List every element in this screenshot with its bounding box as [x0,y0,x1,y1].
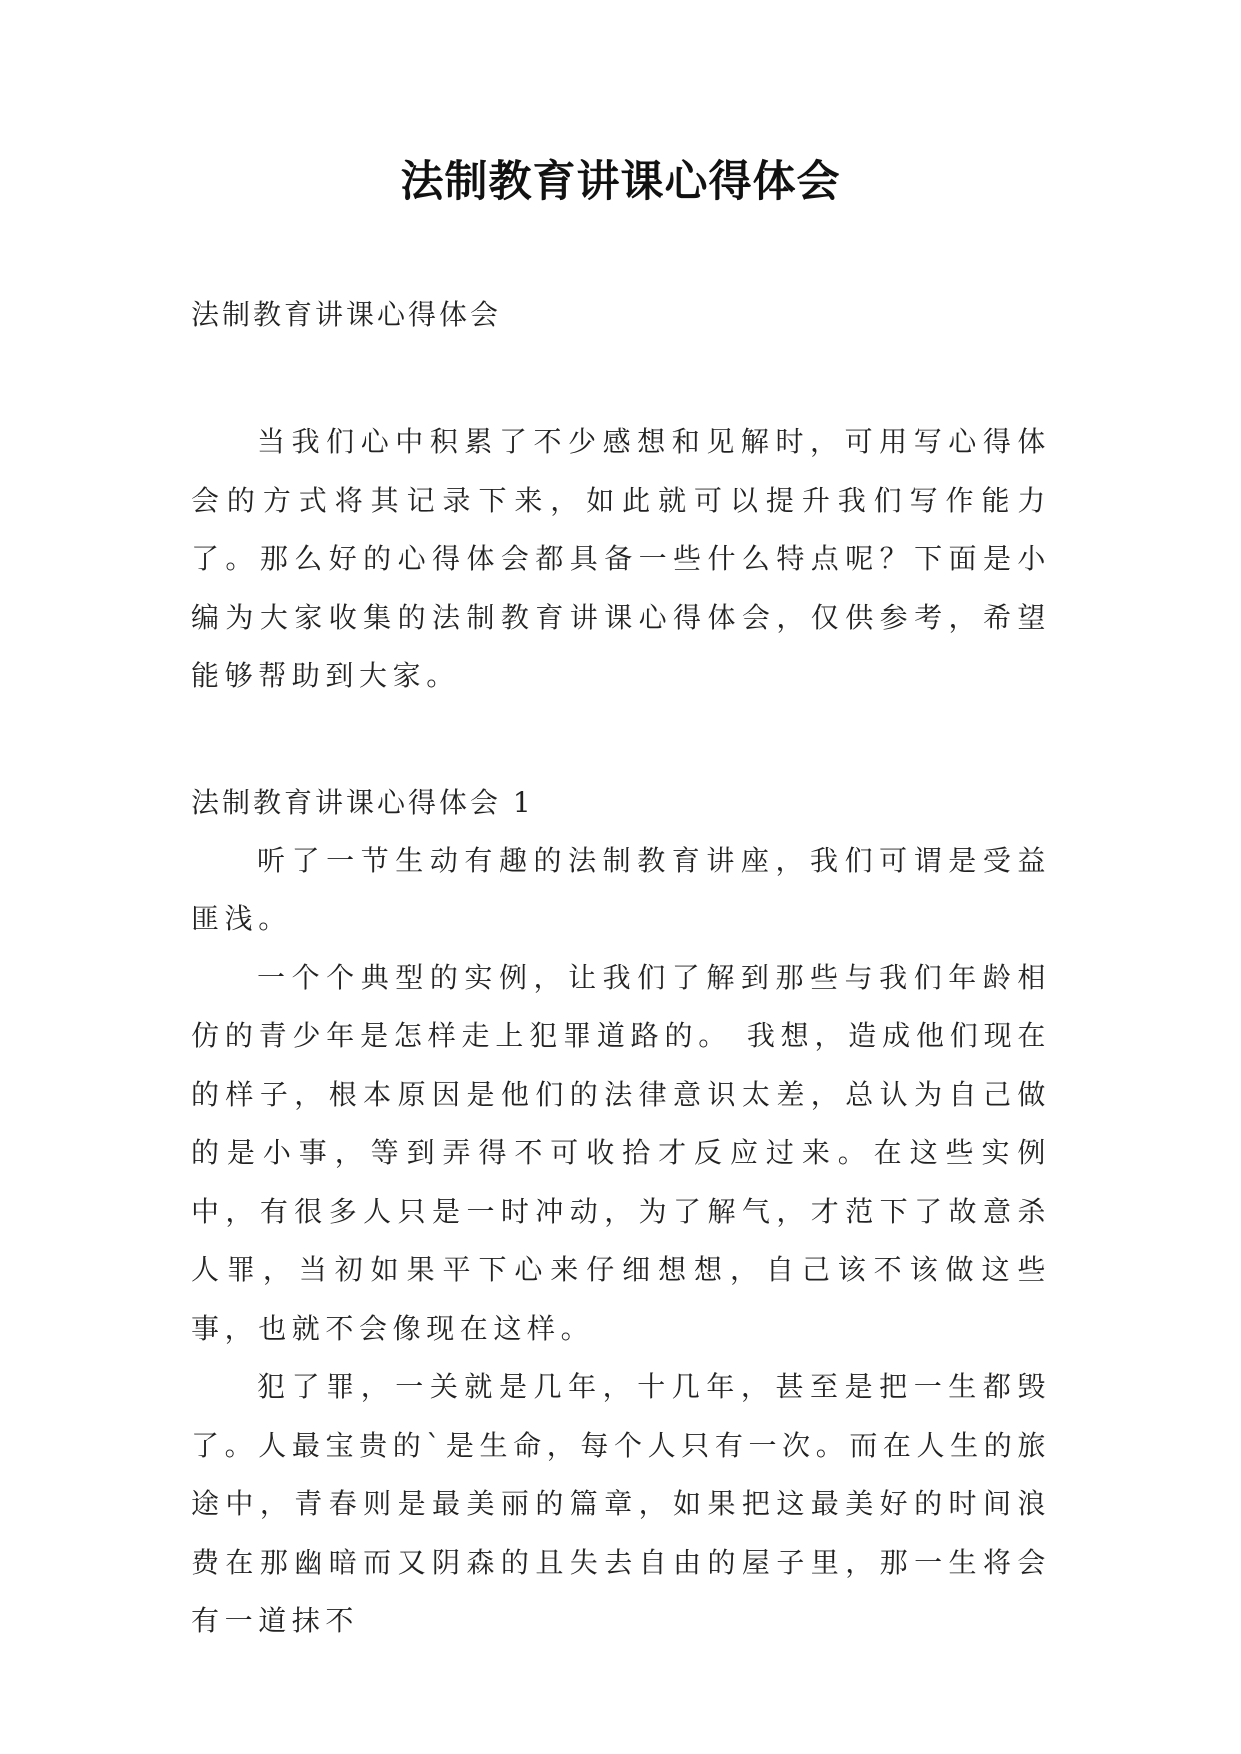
body-paragraph-1: 听了一节生动有趣的法制教育讲座，我们可谓是受益匪浅。 [191,843,1051,935]
spacer [191,344,1051,413]
section-heading: 法制教育讲课心得体会 1 [191,785,534,819]
document-subtitle: 法制教育讲课心得体会 [191,298,502,331]
intro-paragraph: 当我们心中积累了不少感想和见解时，可用写心得体会的方式将其记录下来，如此就可以提升我们写作能力了。那么好的心得体会都具备一些什么特点呢？下面是小编为大家收集的法制教育讲课心得体会，仅供参考，希望能够帮助到大家。 [191,425,1051,692]
spacer [191,706,1051,774]
document-body [191,286,1051,1651]
page-title: 法制教育讲课心得体会 [400,157,841,207]
body-paragraph-3: 犯了罪，一关就是几年，十几年，甚至是把一生都毁了。人最宝贵的`是生命，每个人只有一次。而在人生的旅途中，青春则是最美丽的篇章，如果把这最美好的时间浪费在那幽暗而又阴森的且失去自由的屋子里，那一生将会有一道抹不 [191,1370,1051,1637]
body-paragraph-2: 一个个典型的实例，让我们了解到那些与我们年龄相仿的青少年是怎样走上犯罪道路的。 我想，造成他们现在的样子，根本原因是他们的法律意识太差，总认为自己做的是小事，等到弄得不可收拾才反应过来。在这些实例中，有很多人只是一时冲动，为了解气，才范下了故意杀人罪，当初如果平下心来仔细想想，自己该不该做这些事，也就不会像现在这样。 [191,960,1051,1345]
